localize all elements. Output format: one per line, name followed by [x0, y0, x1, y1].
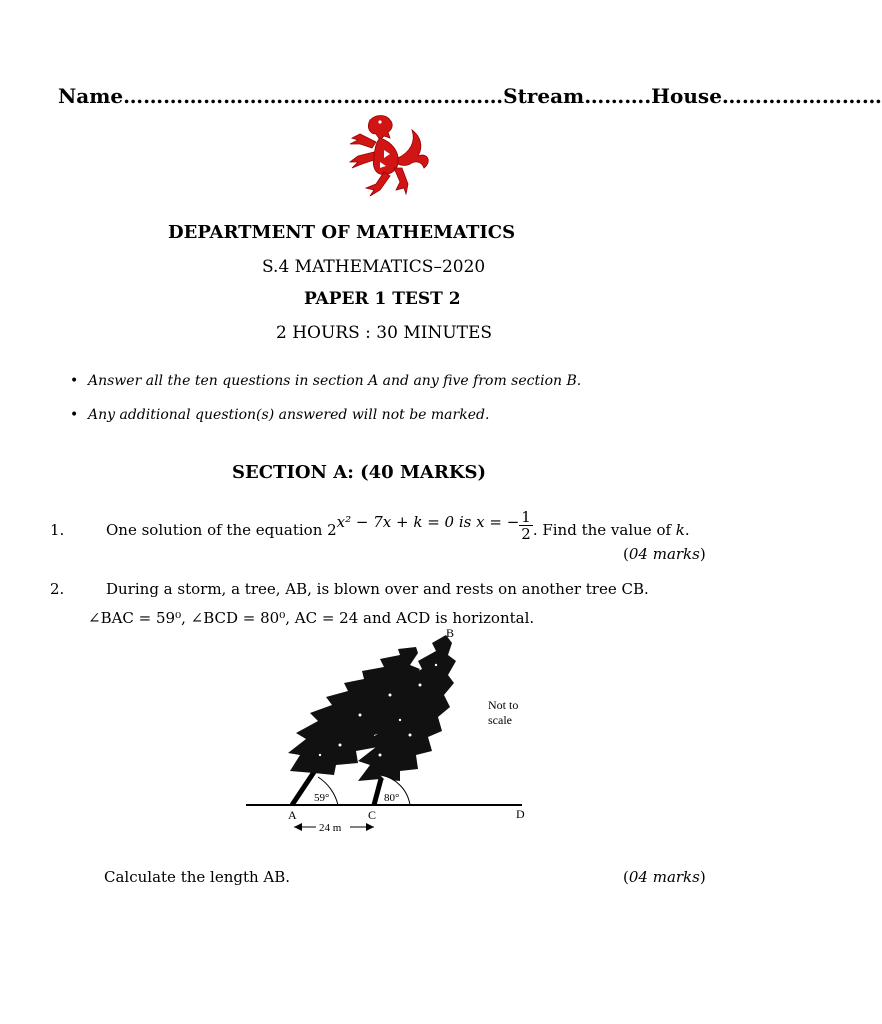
question-2-text: During a storm, a tree, AB, is blown over and rests on another tree CB.: [106, 580, 649, 598]
point-a-label: A: [288, 808, 297, 822]
question-2-number: 2.: [50, 580, 65, 598]
point-c-label: C: [368, 808, 377, 822]
question-1-number: 1.: [50, 521, 65, 539]
angle-c-label: 80°: [384, 792, 400, 804]
distance-label: 24 m: [319, 822, 342, 834]
question-1-equation: x² − 7x + k = 0 is x = −: [336, 513, 520, 531]
subject-title: S.4 MATHEMATICS–2020: [262, 257, 486, 277]
instruction-item: • Any additional question(s) answered will not be marked.: [70, 407, 490, 423]
question-1-fraction: $\frac{1}{2}$: [521, 507, 531, 543]
not-to-scale-note: Not to scale: [488, 698, 519, 727]
question-1-text: One solution of the equation 2x² − 7x + k = 0 is x = − $\frac{1}{2}$ . Find the value of k.: [106, 507, 690, 543]
question-2-given: ∠BAC = 59⁰, ∠BCD = 80⁰, AC = 24 and ACD is horizontal.: [88, 609, 535, 627]
tree-diagram: [240, 625, 540, 847]
question-2-prompt: Calculate the length AB.: [104, 868, 291, 886]
bullet-icon: •: [70, 407, 79, 423]
point-d-label: D: [516, 807, 525, 821]
question-2-marks: (04 marks): [623, 868, 706, 886]
bullet-icon: •: [70, 373, 79, 389]
student-details-line: Name…………………………………………………Stream……….House……………………: [58, 84, 882, 108]
point-b-label: B: [446, 626, 455, 640]
question-1-marks: (04 marks): [623, 545, 706, 563]
angle-a-label: 59°: [314, 792, 330, 804]
school-crest-logo: [340, 112, 435, 198]
duration-text: 2 HOURS : 30 MINUTES: [276, 323, 493, 343]
department-title: DEPARTMENT OF MATHEMATICS: [168, 222, 516, 243]
paper-title: PAPER 1 TEST 2: [304, 289, 461, 309]
section-a-heading: SECTION A: (40 MARKS): [232, 462, 486, 483]
instruction-item: • Answer all the ten questions in section A and any five from section B.: [70, 373, 582, 389]
